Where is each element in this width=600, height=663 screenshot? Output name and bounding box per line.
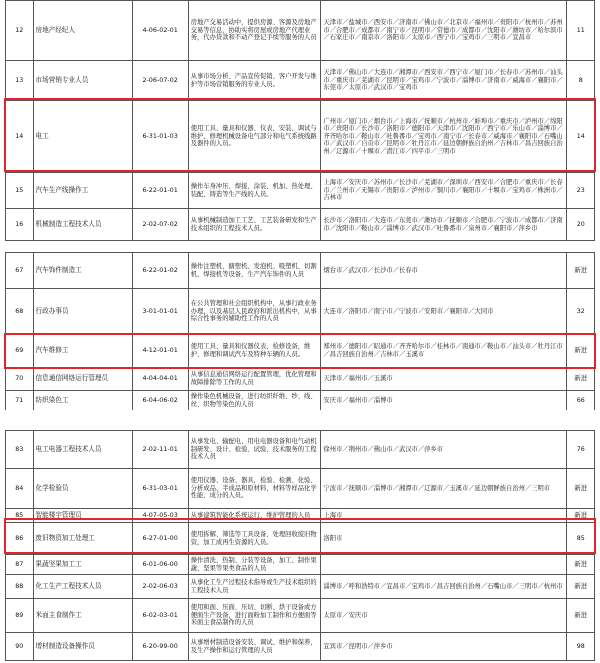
table-row — [6, 523, 595, 555]
row-number: 67 — [6, 253, 34, 289]
table-row — [6, 1, 595, 61]
section-gap — [0, 410, 600, 430]
occupation-description: 从事机械制造加工工艺、工艺装备研发和生产技术组织的工程技术人员。 — [188, 209, 321, 241]
rank-change: 76 — [567, 431, 595, 469]
city-list: 烟台市／武汉市／长沙市／长春市 — [321, 253, 567, 289]
table-row — [6, 633, 595, 661]
row-number: 71 — [6, 391, 34, 411]
row-number: 84 — [6, 469, 34, 509]
occupation-description: 操作染色机械设备，进行纺织纤维、纱、线、丝、织物等染色的人员 — [188, 391, 321, 411]
table-row — [6, 469, 595, 509]
occupation-code: 6-31-01-03 — [132, 101, 188, 173]
occupation-description: 从事市场分析、产品宣传促销、客户开发与维护等市场营销服务的专业人员。 — [188, 61, 321, 101]
occupation-description: 使用拆解、筛选等工具设备，处理回收废旧物资，加工成再生资源的人员。 — [188, 523, 321, 555]
table-row — [6, 368, 595, 391]
occupation-code: 6-04-06-02 — [132, 391, 188, 411]
occupation-name: 行政办事员 — [33, 289, 132, 335]
occupation-description: 操作清洗、热制、分装等设备，加工、制作果蔬、坚果等果类食品的人员 — [188, 555, 321, 575]
row-number: 69 — [6, 335, 34, 368]
rank-change: 新进 — [567, 335, 595, 368]
occupation-description: 使用仪器、设备、器具，检验、检测、化验、分析成品、半成品和原材料、材料等样品化学性能、成分的人员。 — [188, 469, 321, 509]
occupation-code: 4-07-05-03 — [132, 509, 188, 523]
city-list: 淄博市／呼和浩特市／宜昌市／宝鸡市／昌吉回族自治州／石嘴山市／三明市／杭州市 — [321, 575, 567, 599]
occupation-code: 6-02-03-01 — [132, 599, 188, 633]
row-number: 13 — [6, 61, 34, 101]
city-list: 天津市／福州市／玉溪市 — [321, 368, 567, 391]
occupation-name: 电工电器工程技术人员 — [33, 431, 132, 469]
city-list: 广州市／厦门市／烟台市／上海市／抚顺市／杭州市／蚌埠市／重庆市／泸州市／绵阳市／贵阳市／长沙市／洛阳市／德阳市／天津市／沈阳市／西宁市／乐山市／淄博市／齐齐哈尔市／鞍山市／吐鲁番市／宝鸡市／南宁市／长春市／威海市／襄阳市／石嘴山市／武汉市／自贡市／昆明市／牡丹江市／延边朝鲜族自治州／吉林市／昌吉回族自治州／辽源市／十堰市／潜江市／四平市／三明市 — [321, 101, 567, 173]
occupation-name: 化学检验员 — [33, 469, 132, 509]
row-number: 89 — [6, 599, 34, 633]
occupation-description: 使用和面、压面、压切、切断、烘干设备或方便面生产设备，进行面粉加工制作和方便面等米面主食品制作的人员 — [188, 599, 321, 633]
table-row — [6, 599, 595, 633]
row-number: 16 — [6, 209, 34, 241]
city-list — [321, 555, 567, 575]
occupation-table-3 — [5, 430, 595, 661]
table-row — [6, 173, 595, 209]
rank-change: 85 — [567, 523, 595, 555]
city-list: 长沙市／洛阳市／大连市／东莞市／潍坊市／抚顺市／合肥市／宁波市／成都市／济南市／沈阳市／鞍山市／淄博市／武汉市／吐鲁番市／泉州市／襄阳市／萍乡市 — [321, 209, 567, 241]
city-list: 上海市 — [321, 509, 567, 523]
city-list: 洛阳市 — [321, 523, 567, 555]
occupation-description: 操作注塑机、搪塑机、发泡机、吸塑机、切割机、焊接机等设备，生产汽车饰件的人员 — [188, 253, 321, 289]
rank-change: 66 — [567, 391, 595, 411]
occupation-name: 汽车生产线操作工 — [33, 173, 132, 209]
table-section-1 — [0, 0, 600, 241]
occupation-description: 从事信息通信网络运行配置管理，优化管理和故障排除等工作的人员 — [188, 368, 321, 391]
rank-change: 8 — [567, 61, 595, 101]
occupation-code: 4-06-02-01 — [132, 1, 188, 61]
occupation-name: 汽车维修工 — [33, 335, 132, 368]
city-list: 郑州市／德阳市／昭通市／齐齐哈尔市／桂林市／南通市／鞍山市／汕头市／牡丹江市／昌吉回族自治州／吉林市／玉溪市 — [321, 335, 567, 368]
table-row — [6, 509, 595, 523]
city-list: 宁波市／抚顺市／淄博市／湘潭市／辽源市／玉溪市／延边朝鲜族自治州／三明市 — [321, 469, 567, 509]
rank-change: 新进 — [567, 599, 595, 633]
table-section-2 — [0, 252, 600, 411]
occupation-description: 从事发电、输配电、用电电器设备和电气动机制研发、设计、检验、试验、技术服务的工程技术人员 — [188, 431, 321, 469]
occupation-code: 6-27-01-00 — [132, 523, 188, 555]
rank-change: 98 — [567, 633, 595, 661]
rank-change: 新进 — [567, 253, 595, 289]
rank-change: 新进 — [567, 555, 595, 575]
rank-change: 20 — [567, 209, 595, 241]
occupation-name: 米面主食制作工 — [33, 599, 132, 633]
row-number: 85 — [6, 509, 34, 523]
occupation-description: 从事建筑智能化系统运行、维护管理的人员 — [188, 509, 321, 523]
city-list: 上海市／安庆市／苏州市／长沙市／芜湖市／深圳市／西安市／合肥市／重庆市／长春市／兰州市／无锡市／贵阳市／泸州市／铜川市／襄阳市／十堰市／宝鸡市／株洲市／吉林市 — [321, 173, 567, 209]
occupation-code: 6-20-99-00 — [132, 633, 188, 661]
occupation-description: 在公共管理和社会组织机构中，从事行政业务办理，以及基层人民政府和派出机构中，从事综合性事务的辅助性工作的人员 — [188, 289, 321, 335]
occupation-name: 汽车饰件制造工 — [33, 253, 132, 289]
table-row — [6, 209, 595, 241]
table-row — [6, 431, 595, 469]
occupation-description: 使用工具、量具和仪器、仪表，安装、调试与维护、修理机械设备电气部分和电气系统线路及器件的人员。 — [188, 101, 321, 173]
occupation-code: 6-01-06-00 — [132, 555, 188, 575]
row-number: 86 — [6, 523, 34, 555]
occupation-name: 智能楼宇管理员 — [33, 509, 132, 523]
row-number: 87 — [6, 555, 34, 575]
city-list: 大连市／洛阳市／南宁市／宁波市／安阳市／襄阳市／大同市 — [321, 289, 567, 335]
occupation-description: 房地产交易活动中，提供房源、客源及房地产交易等信息，协助实将房屋或房地产代理业务，代办贷款和不动产登记手续等服务的人员 — [188, 1, 321, 61]
occupation-description: 从事化工生产过程技术指导或生产技术组织的工程技术人员 — [188, 575, 321, 599]
city-list: 天津市／盐城市／西安市／济南市／佛山市／北京市／福州市／贵阳市／杭州市／苏州市／合肥市／成都市／南宁市／昆明市／常德市／成都市／沈阳市／潍坊市／哈尔滨市／石家庄市／南京市／洛阳市／太原市／西宁市／宝鸡市／三明市／宣昌市 — [321, 1, 567, 61]
row-number: 68 — [6, 289, 34, 335]
occupation-table-1 — [5, 0, 595, 241]
occupation-name: 废旧物资加工处理工 — [33, 523, 132, 555]
occupation-code: 2-02-11-01 — [132, 431, 188, 469]
table-row — [6, 253, 595, 289]
row-number: 12 — [6, 1, 34, 61]
occupation-table-2 — [5, 252, 595, 411]
city-list: 徐州市／荆州市／佛山市／武汉市／萍乡市 — [321, 431, 567, 469]
occupation-code: 6-31-03-01 — [132, 469, 188, 509]
occupation-name: 增材制造设备操作员 — [33, 633, 132, 661]
occupation-name: 电工 — [33, 101, 132, 173]
table-row — [6, 575, 595, 599]
occupation-name: 果蔬坚果加工工 — [33, 555, 132, 575]
row-number: 14 — [6, 101, 34, 173]
occupation-code: 3-01-01-01 — [132, 289, 188, 335]
table-row — [6, 335, 595, 368]
row-number: 15 — [6, 173, 34, 209]
table-row — [6, 555, 595, 575]
occupation-name: 市场营销专业人员 — [33, 61, 132, 101]
occupation-code: 6-22-01-01 — [132, 173, 188, 209]
rank-change: 新进 — [567, 509, 595, 523]
rank-change: 新进 — [567, 469, 595, 509]
occupation-code: 4-12-01-01 — [132, 335, 188, 368]
city-list: 宜宾市／昆明市／萍乡市 — [321, 633, 567, 661]
rank-change: 11 — [567, 1, 595, 61]
city-list: 天津市／佛山市／大连市／湘潭市／西安市／西宁市／厦门市／长春市／苏州市／汕头市／重庆市／芜湖市／昆明市／宝鸡市／宁波市／淄博市／济南市／威海市／襄阳市／东莞市／太原市／武汉市／宝鸡市 — [321, 61, 567, 101]
table-section-3 — [0, 430, 600, 661]
city-list: 太原市／安庆市 — [321, 599, 567, 633]
table-row — [6, 391, 595, 411]
rank-change: 14 — [567, 101, 595, 173]
occupation-name: 化工生产工程技术人员 — [33, 575, 132, 599]
occupation-name: 机械制造工程技术人员 — [33, 209, 132, 241]
occupation-code: 2-06-07-02 — [132, 61, 188, 101]
row-number: 83 — [6, 431, 34, 469]
occupation-description: 操作车身冲压、焊接、涂装、机加、热处理、装配、铸造等生产线的人员。 — [188, 173, 321, 209]
occupation-name: 纺织染色工 — [33, 391, 132, 411]
rank-change: 新进 — [567, 368, 595, 391]
occupation-code: 4-04-04-01 — [132, 368, 188, 391]
rank-change: 32 — [567, 289, 595, 335]
table-row — [6, 289, 595, 335]
occupation-description: 从事增材制造设备安装、调试、维护和保养，及生产操作和运行管理的人员 — [188, 633, 321, 661]
occupation-description: 使用工具、量具和仪器仪表、检修设备，维护、修理和调试汽车及特种车辆的人员。 — [188, 335, 321, 368]
city-list: 安庆市／福州市／淄博市 — [321, 391, 567, 411]
row-number: 88 — [6, 575, 34, 599]
occupation-name: 房地产经纪人 — [33, 1, 132, 61]
table-row — [6, 101, 595, 173]
rank-change: 23 — [567, 173, 595, 209]
occupation-code: 2-02-06-03 — [132, 575, 188, 599]
row-number: 90 — [6, 633, 34, 661]
occupation-code: 6-22-01-02 — [132, 253, 188, 289]
occupation-code: 2-02-07-02 — [132, 209, 188, 241]
section-gap — [0, 242, 600, 252]
occupation-name: 信息通信网络运行管理员 — [33, 368, 132, 391]
table-row — [6, 61, 595, 101]
row-number: 70 — [6, 368, 34, 391]
rank-change: 新进 — [567, 575, 595, 599]
